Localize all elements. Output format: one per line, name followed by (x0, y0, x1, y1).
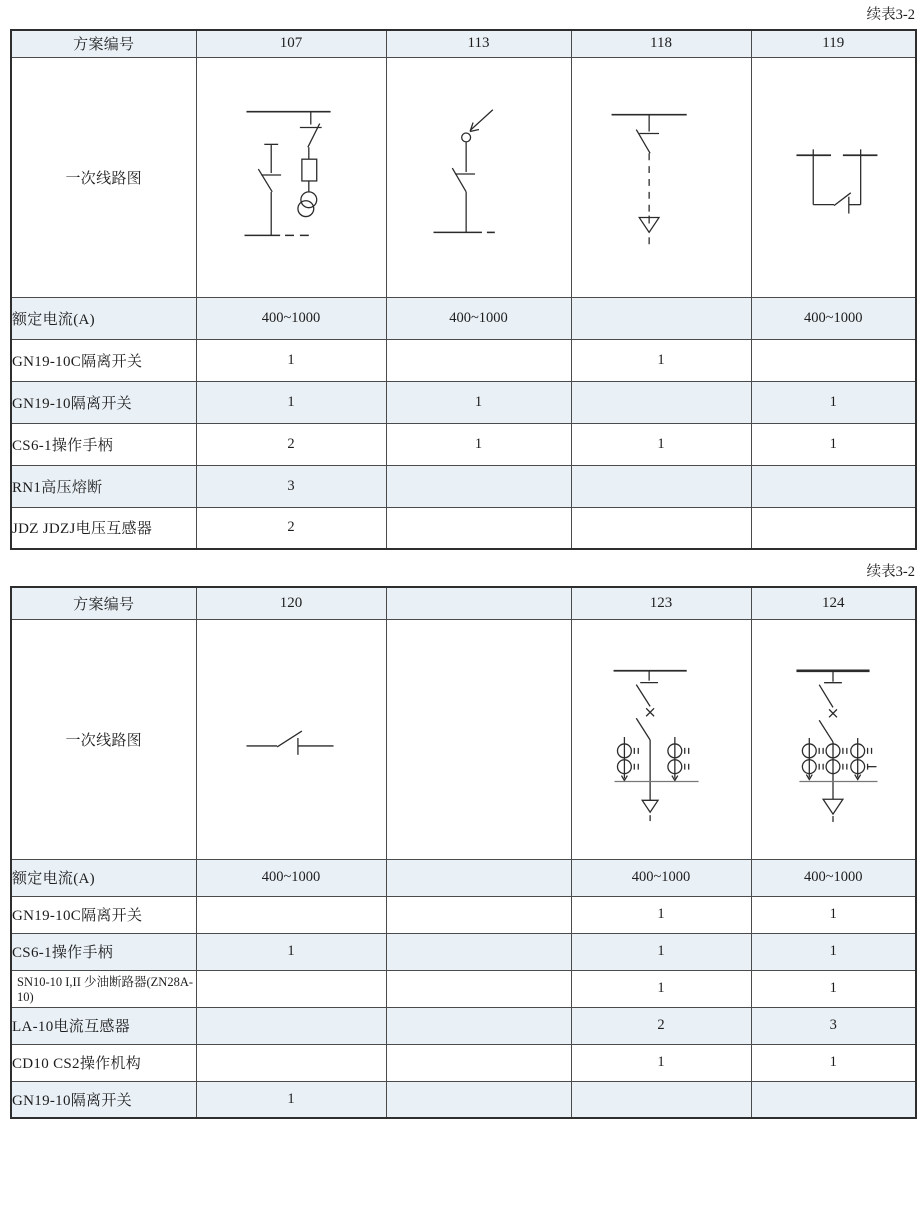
scheme-number-blank (386, 587, 571, 619)
table1-header-label: 方案编号 (11, 30, 196, 57)
value-cell (751, 507, 916, 549)
circuit-diagram-123-icon (572, 620, 750, 858)
diagram-cell-blank (386, 619, 571, 859)
scheme-number-120: 120 (196, 587, 386, 619)
value-cell: 2 (196, 507, 386, 549)
value-cell (386, 859, 571, 896)
scheme-table-1 (10, 29, 917, 550)
diagram-row-label: 一次线路图 (11, 619, 196, 859)
scheme-number-118: 118 (571, 30, 751, 57)
value-cell (571, 507, 751, 549)
value-cell (386, 896, 571, 933)
diagram-cell-124 (751, 619, 916, 859)
diagram-cell-120 (196, 619, 386, 859)
value-cell: 3 (751, 1007, 916, 1044)
scheme-table-2 (10, 586, 917, 1119)
value-cell: 3 (196, 465, 386, 507)
value-cell (571, 465, 751, 507)
scheme-number-124: 124 (751, 587, 916, 619)
value-cell (571, 381, 751, 423)
diagram-cell-113 (386, 57, 571, 297)
value-cell: 400~1000 (751, 297, 916, 339)
value-cell (571, 297, 751, 339)
diagram-cell-119 (751, 57, 916, 297)
circuit-diagram-118-icon (572, 58, 750, 296)
value-cell: 2 (196, 423, 386, 465)
table2-caption: 续表3-2 (866, 564, 915, 580)
row-label: SN10-10 I,II 少油断路器(ZN28A-10) (11, 970, 196, 1007)
value-cell (386, 1044, 571, 1081)
value-cell: 400~1000 (571, 859, 751, 896)
value-cell: 1 (571, 339, 751, 381)
value-cell (751, 1081, 916, 1118)
value-cell (196, 896, 386, 933)
value-cell: 1 (751, 1044, 916, 1081)
row-label: GN19-10隔离开关 (11, 1081, 196, 1118)
value-cell: 1 (386, 381, 571, 423)
diagram-cell-107 (196, 57, 386, 297)
value-cell: 1 (571, 970, 751, 1007)
circuit-diagram-119-icon (752, 58, 915, 296)
value-cell (571, 1081, 751, 1118)
value-cell (751, 465, 916, 507)
value-cell: 1 (571, 896, 751, 933)
row-label: CS6-1操作手柄 (11, 423, 196, 465)
value-cell (386, 1081, 571, 1118)
value-cell: 1 (196, 339, 386, 381)
scheme-number-123: 123 (571, 587, 751, 619)
value-cell: 1 (386, 423, 571, 465)
value-cell: 400~1000 (196, 859, 386, 896)
value-cell: 1 (751, 933, 916, 970)
row-label: CS6-1操作手柄 (11, 933, 196, 970)
scheme-number-119: 119 (751, 30, 916, 57)
row-label: JDZ JDZJ电压互感器 (11, 507, 196, 549)
value-cell: 1 (751, 381, 916, 423)
value-cell: 400~1000 (196, 297, 386, 339)
value-cell: 1 (571, 933, 751, 970)
value-cell: 2 (571, 1007, 751, 1044)
value-cell: 1 (571, 423, 751, 465)
row-label: GN19-10隔离开关 (11, 381, 196, 423)
value-cell: 1 (196, 933, 386, 970)
value-cell (386, 933, 571, 970)
circuit-diagram-120-icon (197, 620, 385, 858)
circuit-diagram-107-icon (197, 58, 385, 296)
circuit-diagram-124-icon (752, 620, 915, 858)
value-cell: 400~1000 (386, 297, 571, 339)
row-label: 额定电流(A) (11, 859, 196, 896)
value-cell (196, 1007, 386, 1044)
row-label: GN19-10C隔离开关 (11, 339, 196, 381)
row-label: 额定电流(A) (11, 297, 196, 339)
diagram-row-label: 一次线路图 (11, 57, 196, 297)
value-cell (751, 339, 916, 381)
diagram-cell-123 (571, 619, 751, 859)
row-label: CD10 CS2操作机构 (11, 1044, 196, 1081)
row-label: GN19-10C隔离开关 (11, 896, 196, 933)
value-cell (386, 1007, 571, 1044)
row-label: RN1高压熔断 (11, 465, 196, 507)
value-cell (196, 970, 386, 1007)
value-cell (386, 970, 571, 1007)
value-cell: 1 (751, 970, 916, 1007)
circuit-diagram-113-icon (387, 58, 570, 296)
value-cell (386, 507, 571, 549)
value-cell (386, 339, 571, 381)
value-cell: 1 (196, 1081, 386, 1118)
table2-header-label: 方案编号 (11, 587, 196, 619)
value-cell: 1 (196, 381, 386, 423)
value-cell: 1 (751, 423, 916, 465)
value-cell: 1 (571, 1044, 751, 1081)
value-cell (196, 1044, 386, 1081)
diagram-cell-118 (571, 57, 751, 297)
table1-caption: 续表3-2 (866, 7, 915, 23)
scheme-number-113: 113 (386, 30, 571, 57)
scheme-number-107: 107 (196, 30, 386, 57)
row-label: LA-10电流互感器 (11, 1007, 196, 1044)
value-cell: 1 (751, 896, 916, 933)
value-cell (386, 465, 571, 507)
value-cell: 400~1000 (751, 859, 916, 896)
